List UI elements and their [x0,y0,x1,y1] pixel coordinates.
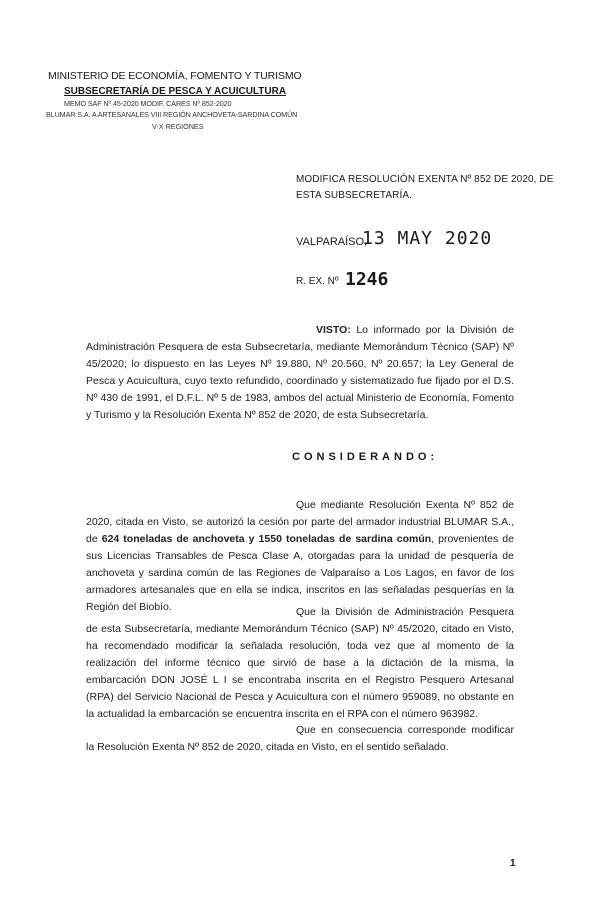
case-reference: BLUMAR S.A. A ARTESANALES VIII REGIÓN ANCHOVETA-SARDINA COMÚN [46,110,298,119]
page-number: 1 [510,858,516,869]
visto-text: Lo informado por la División de Administración Pesquera de esta Subsecretaría, mediante Memorándum Técnico (SAP) Nº 45/2020; lo dispuesto en las Leyes Nº 19.880, Nº 20.560, Nº 20.657; la Ley General de Pesca y Acuicultura, cuyo texto refundido, coordinado y sistematizado fue fijado por el D.S. Nº 430 de 1991, el D.F.L. Nº 5 de 1983, ambos del actual Ministerio de Economía, Fomento y Turismo y la Resolución Exenta Nº 852 de 2020, de esta Subsecretaría. [86,324,514,421]
considerando-heading: CONSIDERANDO: [292,451,439,463]
ministry-heading: MINISTERIO DE ECONOMÍA, FOMENTO Y TURISMO [48,70,302,82]
considerando-paragraph-3: Que en consecuencia corresponde modificar la Resolución Exenta Nº 852 de 2020, citada en Visto, en el sentido señalado. [86,724,514,753]
memo-reference: MEMO SAF Nº 45-2020 MODIF. CARES Nº 852-2020 [64,99,232,108]
considerando-paragraph-2: Que la División de Administración Pesquera de esta Subsecretaría, mediante Memorándum Técnico (SAP) Nº 45/2020, citado en Visto, ha recomendado modificar la señalada resolución, toda vez que al momento de la realización del informe técnico que sirvió de base a la dictación de la misma, la embarcación DON JOSÉ L I se encontraba inscrita en el Registro Pesquero Artesanal (RPA) del Servicio Nacional de Pesca y Acuicultura con el número 959089, no obstante en la actualidad la embarcación se encuentra inscrita en el RPA con el número 963982. [86,606,514,720]
place: VALPARAÍSO, [296,236,368,248]
visto-paragraph [86,322,514,424]
subsecretaria-heading: SUBSECRETARÍA DE PESCA Y ACUICULTURA [64,86,287,97]
date-stamp: 13 MAY 2020 [362,228,493,249]
document-title: MODIFICA RESOLUCIÓN EXENTA Nº 852 DE 2020, DE ESTA SUBSECRETARÍA. [296,174,554,201]
considerando-1-text-b: , provenientes de sus Licencias Transables de Pesca Clase A, otorgadas para la unidad de pesquería de anchoveta y sardina común de las Regiones de Valparaíso a Los Lagos, en favor de los armadores artesanales que en ella se indica, inscritos en las señaladas pesquerías en la Región del Biobío. [86,533,514,613]
considerando-1-text-a: Que mediante Resolución Exenta Nº 852 de 2020, citada en Visto, se autorizó la cesión por parte del armador industrial BLUMAR S.A., de [86,499,514,545]
considerando-paragraph-1 [86,497,514,616]
visto-label: VISTO: [316,324,351,336]
resolution-number: 1246 [345,269,389,290]
considerando-1-bold: 624 toneladas de anchoveta y 1550 toneladas de sardina común [101,533,432,545]
regions-reference: V-X REGIONES [152,122,204,131]
resolution-label: R. EX. Nº [296,276,339,287]
